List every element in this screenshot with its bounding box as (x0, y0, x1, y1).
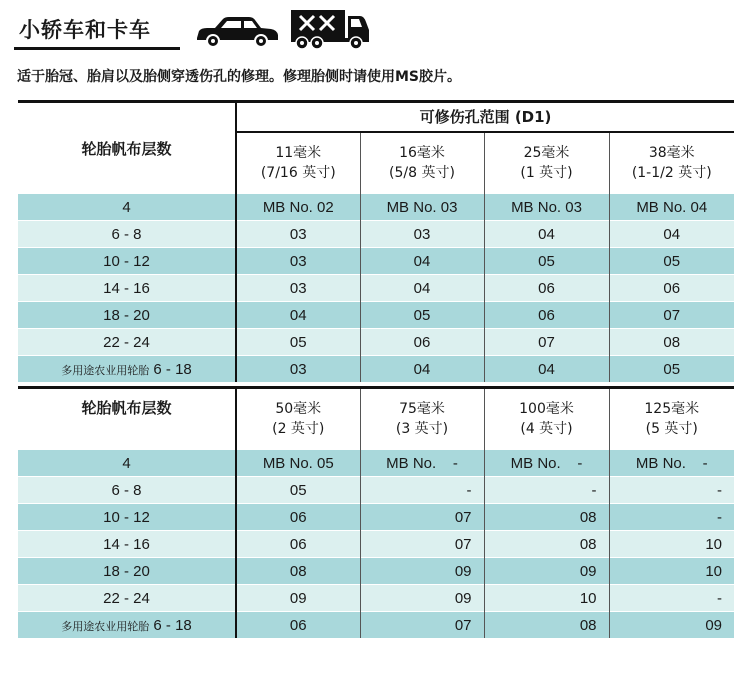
col-inch: (3 英寸) (395, 421, 449, 437)
table-row-agri (18, 612, 734, 639)
table-row (18, 477, 734, 504)
value-cell: MB No. - (609, 450, 734, 477)
value-cell: 09 (484, 558, 609, 585)
value-cell: 08 (484, 612, 609, 639)
value-cell: MB No. 04 (609, 194, 734, 221)
title-underline (14, 47, 180, 50)
value-cell: 04 (360, 248, 484, 275)
page-title: 小轿车和卡车 (19, 18, 151, 42)
value-cell: 06 (236, 531, 360, 558)
plies-cell: 4 (18, 450, 236, 477)
plies-cell: 22 - 24 (18, 329, 236, 356)
col-header (484, 388, 609, 450)
plies-cell-agri (18, 356, 236, 383)
col-header (360, 132, 484, 194)
plies-cell-agri (18, 612, 236, 639)
description: 适于胎冠、胎肩以及胎侧穿透伤孔的修理。修理胎侧时请使用MS胶片。 (17, 69, 462, 85)
value-cell: 05 (609, 356, 734, 383)
col-inch: (1-1/2 英寸) (631, 164, 712, 181)
value-cell: 06 (236, 504, 360, 531)
plies-cell: 10 - 12 (18, 504, 236, 531)
table-row (18, 302, 734, 329)
value-cell: 06 (236, 612, 360, 639)
value-cell: MB No. 05 (236, 450, 360, 477)
value-cell: 08 (484, 504, 609, 531)
col-header (609, 132, 734, 194)
table-row (18, 275, 734, 302)
value-cell: 03 (236, 248, 360, 275)
table-row (18, 329, 734, 356)
value-cell: 03 (236, 221, 360, 248)
repair-table-1 (18, 100, 734, 382)
value-cell: 10 (609, 558, 734, 585)
truck-icon (290, 8, 370, 50)
col-header (236, 388, 360, 450)
value-cell: 04 (360, 275, 484, 302)
plies-cell: 10 - 12 (18, 248, 236, 275)
value-cell: 09 (236, 585, 360, 612)
table-row (18, 221, 734, 248)
value-cell: 09 (609, 612, 734, 639)
value-cell: 06 (484, 302, 609, 329)
plies-cell: 14 - 16 (18, 531, 236, 558)
col-inch: (5 英寸) (645, 421, 698, 437)
table-row (18, 585, 734, 612)
title-block (14, 8, 180, 48)
value-cell: 06 (484, 275, 609, 302)
car-icon (191, 16, 279, 50)
col-mm: 125毫米 (644, 401, 700, 417)
row-header-plies: 轮胎帆布层数 (18, 102, 236, 194)
value-cell: 04 (236, 302, 360, 329)
plies-cell: 22 - 24 (18, 585, 236, 612)
value-cell: - (484, 477, 609, 504)
col-inch: (4 英寸) (520, 421, 573, 437)
value-cell: 04 (484, 356, 609, 383)
agri-label: 多用途农业用轮胎 (61, 619, 150, 633)
value-cell: - (360, 477, 484, 504)
table-row (18, 531, 734, 558)
value-cell: 05 (609, 248, 734, 275)
col-inch: (1 英寸) (520, 164, 573, 181)
value-cell: 09 (360, 585, 484, 612)
plies-cell: 6 - 8 (18, 477, 236, 504)
value-cell: 04 (360, 356, 484, 383)
col-mm: 25毫米 (523, 144, 570, 161)
value-cell: 06 (360, 329, 484, 356)
value-cell: - (609, 477, 734, 504)
repair-table-2 (18, 386, 734, 638)
table-row (18, 450, 734, 477)
table-row (18, 504, 734, 531)
value-cell: 09 (360, 558, 484, 585)
plies-cell: 14 - 16 (18, 275, 236, 302)
col-header (484, 132, 609, 194)
col-header (236, 132, 360, 194)
value-cell: 10 (609, 531, 734, 558)
col-header (360, 388, 484, 450)
value-cell: 03 (236, 356, 360, 383)
value-cell: 03 (360, 221, 484, 248)
table-row (18, 194, 734, 221)
value-cell: 04 (609, 221, 734, 248)
table-row (18, 558, 734, 585)
col-mm: 100毫米 (519, 401, 574, 417)
value-cell: 05 (236, 477, 360, 504)
table-row-agri (18, 356, 734, 383)
value-cell: MB No. 03 (484, 194, 609, 221)
value-cell: 07 (360, 531, 484, 558)
value-cell: 10 (484, 585, 609, 612)
value-cell: 03 (236, 275, 360, 302)
value-cell: MB No. - (484, 450, 609, 477)
col-inch: (7/16 英寸) (260, 164, 336, 181)
agri-plies: 6 - 18 (153, 616, 192, 634)
value-cell: 05 (360, 302, 484, 329)
plies-cell: 18 - 20 (18, 302, 236, 329)
value-cell: 04 (484, 221, 609, 248)
row-header-plies: 轮胎帆布层数 (18, 388, 236, 450)
col-inch: (5/8 英寸) (389, 164, 455, 181)
value-cell: 08 (484, 531, 609, 558)
col-mm: 16毫米 (399, 144, 445, 161)
value-cell: 05 (236, 329, 360, 356)
value-cell: - (609, 585, 734, 612)
value-cell: 07 (360, 612, 484, 639)
table-row (18, 248, 734, 275)
value-cell: 08 (609, 329, 734, 356)
value-cell: MB No. 03 (360, 194, 484, 221)
col-mm: 50毫米 (275, 401, 322, 417)
col-header (609, 388, 734, 450)
value-cell: - (609, 504, 734, 531)
value-cell: 07 (484, 329, 609, 356)
value-cell: MB No. - (360, 450, 484, 477)
col-mm: 11毫米 (275, 144, 322, 161)
plies-cell: 4 (18, 194, 236, 221)
agri-label: 多用途农业用轮胎 (61, 363, 150, 377)
value-cell: 05 (484, 248, 609, 275)
col-mm: 38毫米 (648, 144, 695, 161)
col-inch: (2 英寸) (272, 421, 325, 437)
plies-cell: 18 - 20 (18, 558, 236, 585)
value-cell: 08 (236, 558, 360, 585)
group-header-d1: 可修伤孔范围 (D1) (236, 102, 734, 132)
agri-plies: 6 - 18 (153, 360, 192, 378)
plies-cell: 6 - 8 (18, 221, 236, 248)
value-cell: 07 (609, 302, 734, 329)
col-mm: 75毫米 (399, 401, 445, 417)
value-cell: 06 (609, 275, 734, 302)
value-cell: MB No. 02 (236, 194, 360, 221)
value-cell: 07 (360, 504, 484, 531)
